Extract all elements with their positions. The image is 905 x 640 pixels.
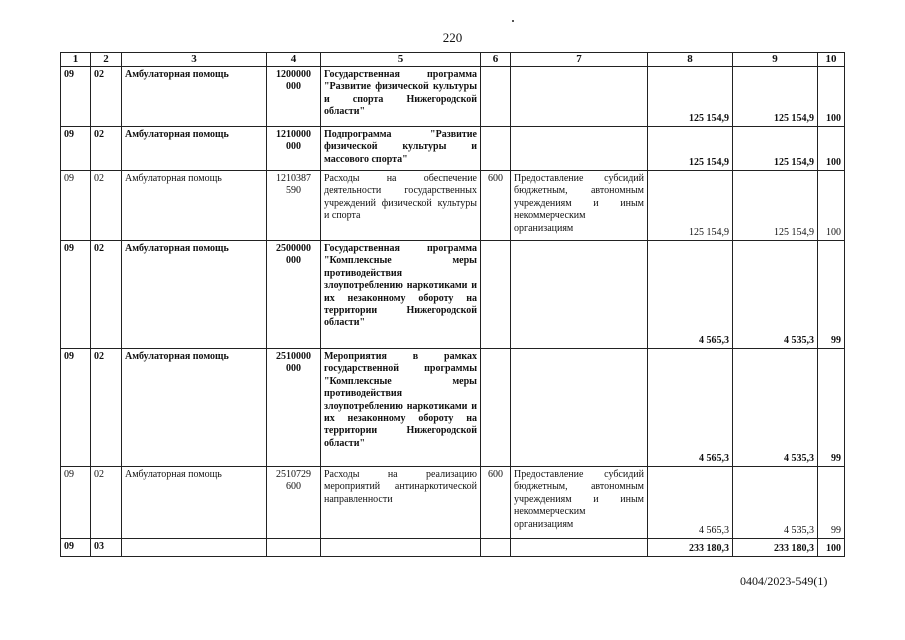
- cell-expense-type: [481, 127, 511, 171]
- cell-plan: 4 565,3: [648, 349, 733, 467]
- cell-target-code: 1210000 000: [267, 127, 321, 171]
- col-header-2: 2: [91, 53, 122, 67]
- col-header-7: 7: [511, 53, 648, 67]
- scan-speck: [512, 20, 514, 22]
- cell-percent: 99: [818, 349, 845, 467]
- col-header-6: 6: [481, 53, 511, 67]
- cell-target-code: [267, 539, 321, 557]
- cell-plan: 4 565,3: [648, 241, 733, 349]
- cell-subsection: 02: [91, 467, 122, 539]
- cell-actual: 125 154,9: [733, 67, 818, 127]
- cell-section: 09: [61, 241, 91, 349]
- cell-name: Амбулаторная помощь: [122, 67, 267, 127]
- cell-percent: 99: [818, 241, 845, 349]
- cell-section: 09: [61, 539, 91, 557]
- table-row: [61, 241, 845, 349]
- col-header-10: 10: [818, 53, 845, 67]
- cell-name: Амбулаторная помощь: [122, 467, 267, 539]
- cell-expense-type: [481, 67, 511, 127]
- table-row: [61, 539, 845, 557]
- cell-percent: 99: [818, 467, 845, 539]
- cell-actual: 4 535,3: [733, 241, 818, 349]
- cell-plan: 125 154,9: [648, 67, 733, 127]
- cell-section: 09: [61, 67, 91, 127]
- cell-actual: 125 154,9: [733, 127, 818, 171]
- cell-description: Расходы на реализацию мероприятий антинаркотической направленности: [321, 467, 481, 539]
- cell-name: Амбулаторная помощь: [122, 349, 267, 467]
- cell-plan: 4 565,3: [648, 467, 733, 539]
- cell-expense-type: 600: [481, 171, 511, 241]
- cell-section: 09: [61, 349, 91, 467]
- cell-description: Расходы на обеспечение деятельности государственных учреждений физической культуры и спорта: [321, 171, 481, 241]
- cell-description: Государственная программа "Развитие физической культуры и спорта Нижегородской области": [321, 67, 481, 127]
- cell-target-code: 1210387 590: [267, 171, 321, 241]
- cell-name: Амбулаторная помощь: [122, 127, 267, 171]
- cell-description: Подпрограмма "Развитие физической культуры и массового спорта": [321, 127, 481, 171]
- page-number: 220: [442, 30, 463, 45]
- cell-name: [122, 539, 267, 557]
- col-header-8: 8: [648, 53, 733, 67]
- cell-target-code: 2500000 000: [267, 241, 321, 349]
- cell-percent: 100: [818, 127, 845, 171]
- cell-description: Государственная программа "Комплексные меры противодействия злоупотреблению наркотиками и их незаконному обороту на территории Нижегородской области": [321, 241, 481, 349]
- cell-target-code: 1200000 000: [267, 67, 321, 127]
- table-row: [61, 349, 845, 467]
- cell-actual: 233 180,3: [733, 539, 818, 557]
- cell-description: Мероприятия в рамках государственной программы "Комплексные меры противодействия злоупотреблению наркотиками и их незаконному обороту на территории Нижегородской области": [321, 349, 481, 467]
- cell-expense-type: 600: [481, 467, 511, 539]
- cell-expense-type: [481, 241, 511, 349]
- header-row: [61, 53, 845, 67]
- table-row: [61, 127, 845, 171]
- col-header-5: 5: [321, 53, 481, 67]
- cell-percent: 100: [818, 67, 845, 127]
- cell-expense-type: [481, 539, 511, 557]
- cell-subsection: 02: [91, 171, 122, 241]
- cell-actual: 4 535,3: [733, 467, 818, 539]
- cell-percent: 100: [818, 539, 845, 557]
- cell-subsection: 02: [91, 241, 122, 349]
- cell-section: 09: [61, 171, 91, 241]
- col-header-1: 1: [61, 53, 91, 67]
- cell-expense-desc: [511, 127, 648, 171]
- cell-expense-desc: [511, 241, 648, 349]
- cell-target-code: 2510729 600: [267, 467, 321, 539]
- cell-subsection: 02: [91, 349, 122, 467]
- cell-expense-type: [481, 349, 511, 467]
- col-header-4: 4: [267, 53, 321, 67]
- cell-expense-desc: Предоставление субсидий бюджетным, автономным учреждениям и иным некоммерческим организациям: [511, 171, 648, 241]
- cell-section: 09: [61, 127, 91, 171]
- cell-name: Амбулаторная помощь: [122, 241, 267, 349]
- cell-name: Амбулаторная помощь: [122, 171, 267, 241]
- table-row: [61, 171, 845, 241]
- cell-expense-desc: Предоставление субсидий бюджетным, автономным учреждениям и иным некоммерческим организациям: [511, 467, 648, 539]
- cell-plan: 233 180,3: [648, 539, 733, 557]
- cell-plan: 125 154,9: [648, 127, 733, 171]
- cell-expense-desc: [511, 539, 648, 557]
- col-header-9: 9: [733, 53, 818, 67]
- cell-expense-desc: [511, 67, 648, 127]
- cell-description: [321, 539, 481, 557]
- cell-subsection: 02: [91, 67, 122, 127]
- cell-subsection: 03: [91, 539, 122, 557]
- cell-plan: 125 154,9: [648, 171, 733, 241]
- cell-section: 09: [61, 467, 91, 539]
- document-code: 0404/2023-549(1): [740, 574, 828, 588]
- col-header-3: 3: [122, 53, 267, 67]
- cell-actual: 4 535,3: [733, 349, 818, 467]
- cell-target-code: 2510000 000: [267, 349, 321, 467]
- cell-subsection: 02: [91, 127, 122, 171]
- cell-expense-desc: [511, 349, 648, 467]
- cell-percent: 100: [818, 171, 845, 241]
- budget-table: [60, 52, 845, 557]
- table-row: [61, 467, 845, 539]
- cell-actual: 125 154,9: [733, 171, 818, 241]
- table-row: [61, 67, 845, 127]
